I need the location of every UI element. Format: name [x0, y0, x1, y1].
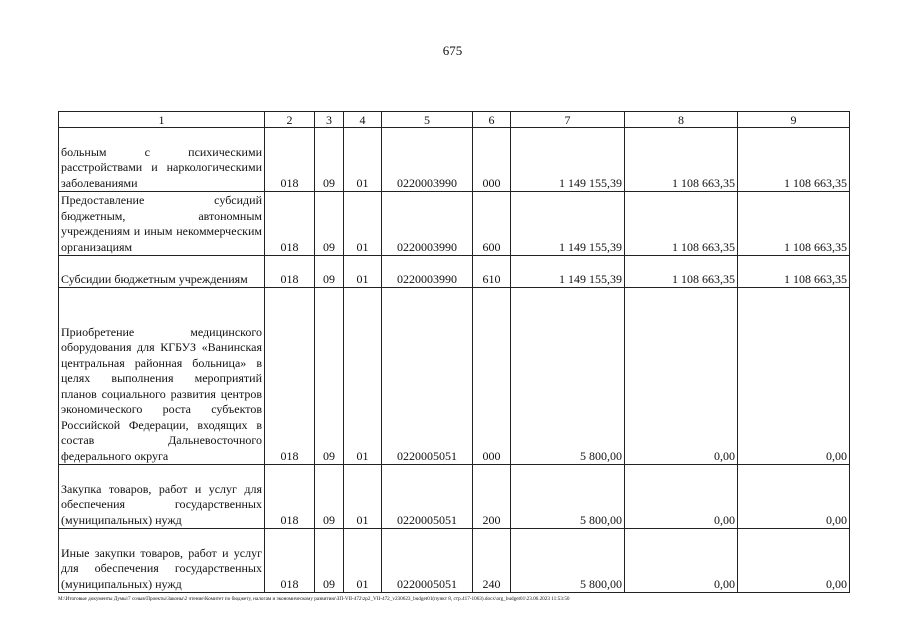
cell-col6: 600 — [473, 192, 511, 256]
cell-col2: 018 — [265, 465, 315, 529]
column-header: 5 — [382, 112, 473, 128]
cell-col4: 01 — [344, 529, 382, 593]
cell-col3: 09 — [315, 192, 344, 256]
table-row — [59, 256, 850, 288]
cell-col9: 0,00 — [738, 529, 850, 593]
column-header: 7 — [511, 112, 625, 128]
cell-col5: 0220003990 — [382, 128, 473, 192]
table-row — [59, 128, 850, 192]
cell-col4: 01 — [344, 465, 382, 529]
cell-col5: 0220003990 — [382, 256, 473, 288]
row-name-cell: больным с психическими расстройствами и наркологическими заболеваниями — [59, 128, 265, 192]
cell-col8: 1 108 663,35 — [625, 128, 738, 192]
cell-col8: 0,00 — [625, 465, 738, 529]
cell-col4: 01 — [344, 192, 382, 256]
cell-col3: 09 — [315, 288, 344, 465]
cell-col2: 018 — [265, 529, 315, 593]
row-name-cell: Закупка товаров, работ и услуг для обеспечения государственных (муниципальных) нужд — [59, 465, 265, 529]
row-name-cell: Приобретение медицинского оборудования для КГБУЗ «Ванинская центральная районная больница» в целях выполнения мероприятий планов социального развития центров экономического роста субъектов Российской Федерации, входящих в состав Дальневосточного федерального округа — [59, 288, 265, 465]
cell-col7: 1 149 155,39 — [511, 128, 625, 192]
cell-col3: 09 — [315, 529, 344, 593]
cell-col8: 0,00 — [625, 529, 738, 593]
cell-col8: 0,00 — [625, 288, 738, 465]
cell-col8: 1 108 663,35 — [625, 192, 738, 256]
cell-col9: 1 108 663,35 — [738, 128, 850, 192]
cell-col7: 5 800,00 — [511, 529, 625, 593]
cell-col2: 018 — [265, 128, 315, 192]
cell-col3: 09 — [315, 465, 344, 529]
cell-col9: 1 108 663,35 — [738, 192, 850, 256]
column-header: 4 — [344, 112, 382, 128]
cell-col5: 0220005051 — [382, 465, 473, 529]
page-number: 675 — [442, 43, 463, 58]
column-header: 3 — [315, 112, 344, 128]
cell-col6: 000 — [473, 128, 511, 192]
budget-table — [58, 111, 850, 593]
cell-col6: 200 — [473, 465, 511, 529]
column-header: 6 — [473, 112, 511, 128]
cell-col7: 5 800,00 — [511, 465, 625, 529]
cell-col6: 610 — [473, 256, 511, 288]
cell-col5: 0220003990 — [382, 192, 473, 256]
cell-col7: 1 149 155,39 — [511, 192, 625, 256]
cell-col9: 0,00 — [738, 465, 850, 529]
row-name-cell: Субсидии бюджетным учреждениям — [59, 256, 265, 288]
column-header: 1 — [59, 112, 265, 128]
cell-col3: 09 — [315, 128, 344, 192]
table-row — [59, 529, 850, 593]
cell-col2: 018 — [265, 288, 315, 465]
cell-col6: 000 — [473, 288, 511, 465]
cell-col4: 01 — [344, 128, 382, 192]
cell-col7: 5 800,00 — [511, 288, 625, 465]
cell-col4: 01 — [344, 256, 382, 288]
cell-col7: 1 149 155,39 — [511, 256, 625, 288]
header-row — [59, 112, 850, 128]
cell-col8: 1 108 663,35 — [625, 256, 738, 288]
cell-col2: 018 — [265, 256, 315, 288]
document-path-footer: M:\Итоговые документы Думы\7 созыв\Проекты\Законы\2 чтение\Комитет по бюджету, налогам и экономическому развитию\ЗП-VII-472\zp2_VII-472_v230623_budget01(пункт 8, стр.417-1063).docx\org_budget01\23.06.2023 11:53:50 — [58, 596, 570, 602]
table-row — [59, 288, 850, 465]
cell-col2: 018 — [265, 192, 315, 256]
column-header: 9 — [738, 112, 850, 128]
cell-col6: 240 — [473, 529, 511, 593]
table-row — [59, 465, 850, 529]
column-header: 8 — [625, 112, 738, 128]
cell-col5: 0220005051 — [382, 288, 473, 465]
cell-col5: 0220005051 — [382, 529, 473, 593]
row-name-cell: Иные закупки товаров, работ и услуг для обеспечения государственных (муниципальных) нужд — [59, 529, 265, 593]
table-row — [59, 192, 850, 256]
cell-col3: 09 — [315, 256, 344, 288]
row-name-cell: Предоставление субсидий бюджетным, автономным учреждениям и иным некоммерческим организациям — [59, 192, 265, 256]
cell-col4: 01 — [344, 288, 382, 465]
cell-col9: 0,00 — [738, 288, 850, 465]
cell-col9: 1 108 663,35 — [738, 256, 850, 288]
column-header: 2 — [265, 112, 315, 128]
